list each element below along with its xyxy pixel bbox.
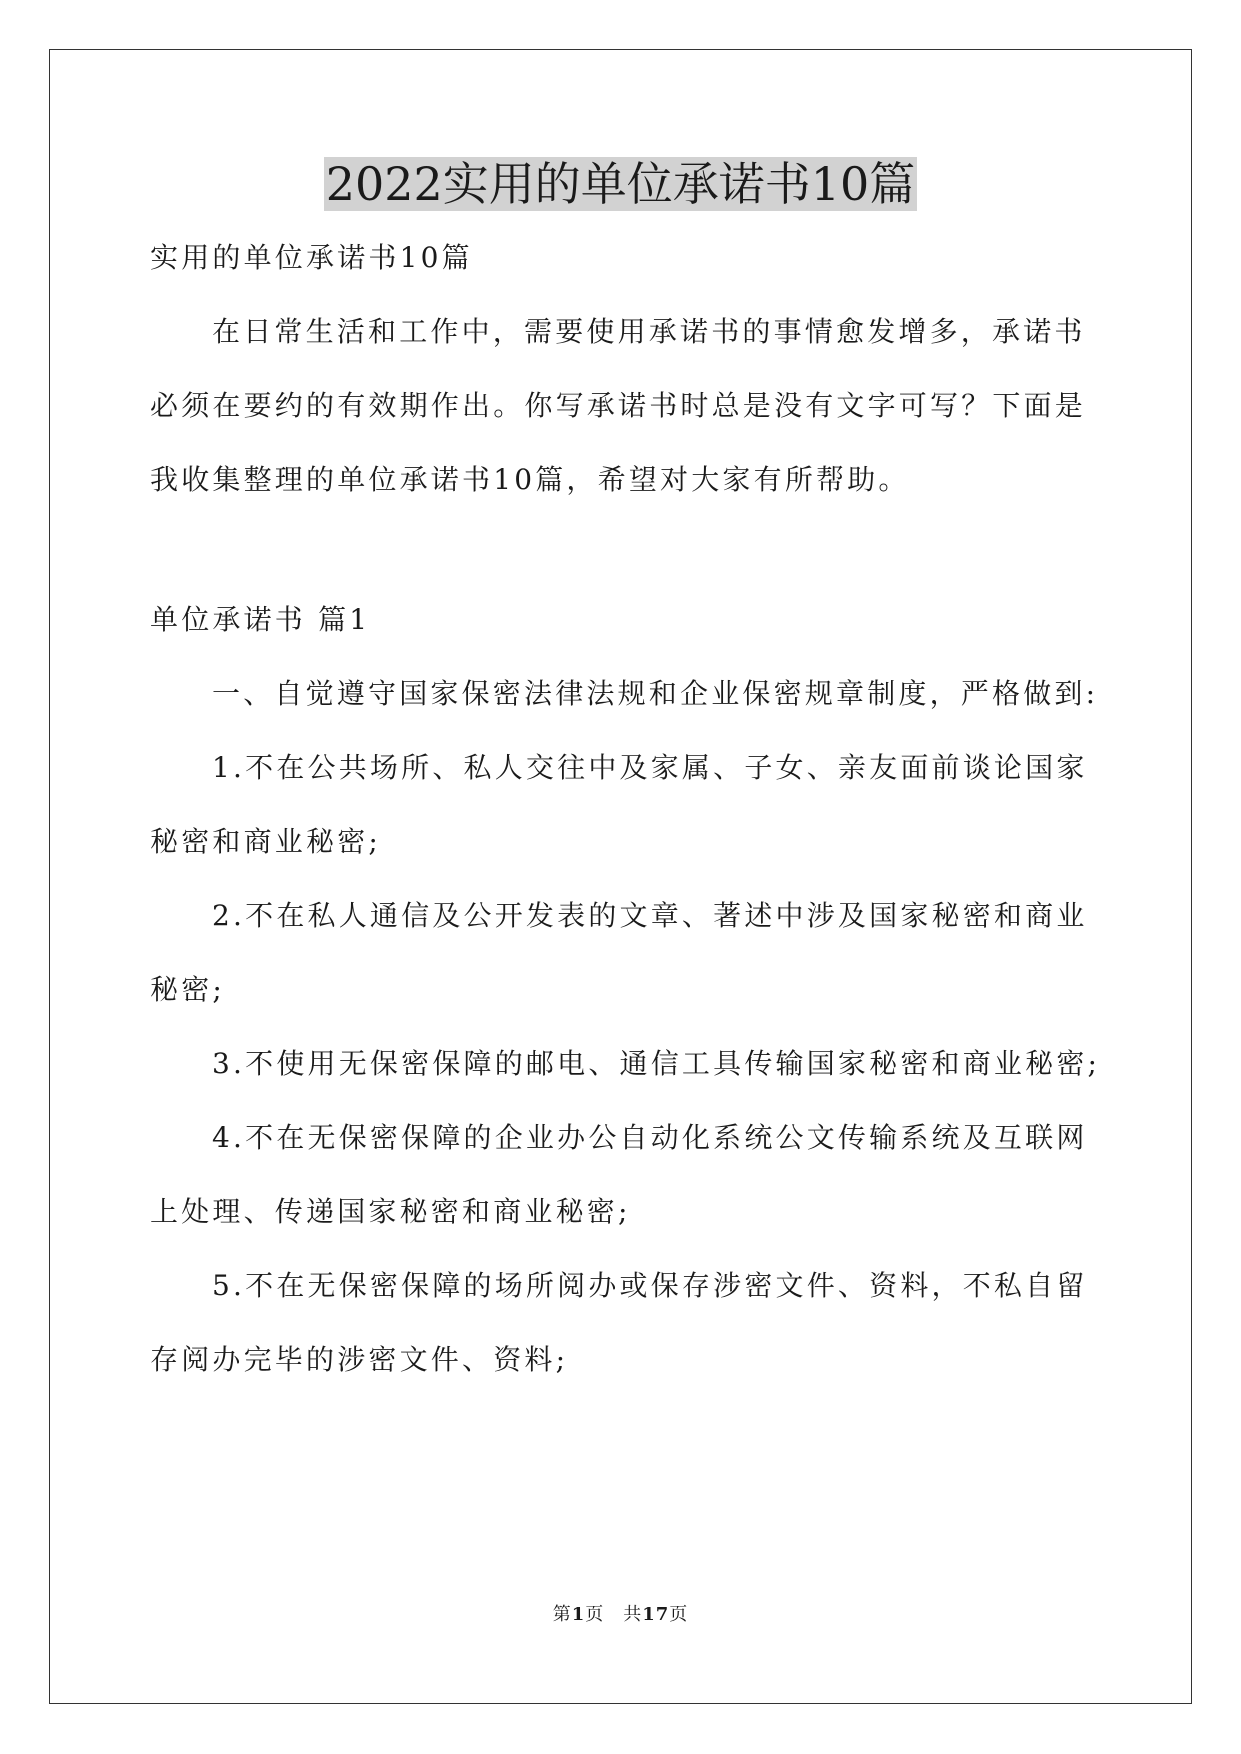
- document-subtitle: 实用的单位承诺书10篇: [150, 241, 473, 274]
- page-number-footer: [0, 1603, 1241, 1627]
- document-title: [0, 154, 1241, 214]
- total-page-count: 17: [642, 1604, 670, 1625]
- page-suffix: 页: [669, 1604, 689, 1625]
- body-line-8: 上处理、传递国家秘密和商业秘密;: [150, 1195, 631, 1228]
- page-border: [49, 49, 1192, 1704]
- body-line-4: 2.不在私人通信及公开发表的文章、著述中涉及国家秘密和商业: [212, 899, 1088, 932]
- document-title-text: 2022实用的单位承诺书10篇: [325, 157, 916, 211]
- body-line-2: 1.不在公共场所、私人交往中及家属、子女、亲友面前谈论国家: [212, 751, 1088, 784]
- body-line-3: 秘密和商业秘密;: [150, 825, 382, 858]
- section-heading: 单位承诺书 篇1: [150, 603, 371, 636]
- body-line-6: 3.不使用无保密保障的邮电、通信工具传输国家秘密和商业秘密;: [212, 1047, 1101, 1080]
- body-line-10: 存阅办完毕的涉密文件、资料;: [150, 1343, 569, 1376]
- intro-line-3: 我收集整理的单位承诺书10篇，希望对大家有所帮助。: [150, 463, 910, 496]
- body-line-9: 5.不在无保密保障的场所阅办或保存涉密文件、资料，不私自留: [212, 1269, 1088, 1302]
- page-prefix: 第: [552, 1604, 572, 1625]
- body-line-7: 4.不在无保密保障的企业办公自动化系统公文传输系统及互联网: [212, 1121, 1088, 1154]
- body-line-5: 秘密;: [150, 973, 226, 1006]
- body-line-1: 一、自觉遵守国家保密法律法规和企业保密规章制度，严格做到:: [212, 677, 1099, 710]
- page-mid: 页 共: [585, 1604, 643, 1625]
- current-page-number: 1: [571, 1604, 586, 1625]
- intro-line-2: 必须在要约的有效期作出。你写承诺书时总是没有文字可写？下面是: [150, 389, 1087, 422]
- intro-line-1: 在日常生活和工作中，需要使用承诺书的事情愈发增多，承诺书: [212, 315, 1086, 348]
